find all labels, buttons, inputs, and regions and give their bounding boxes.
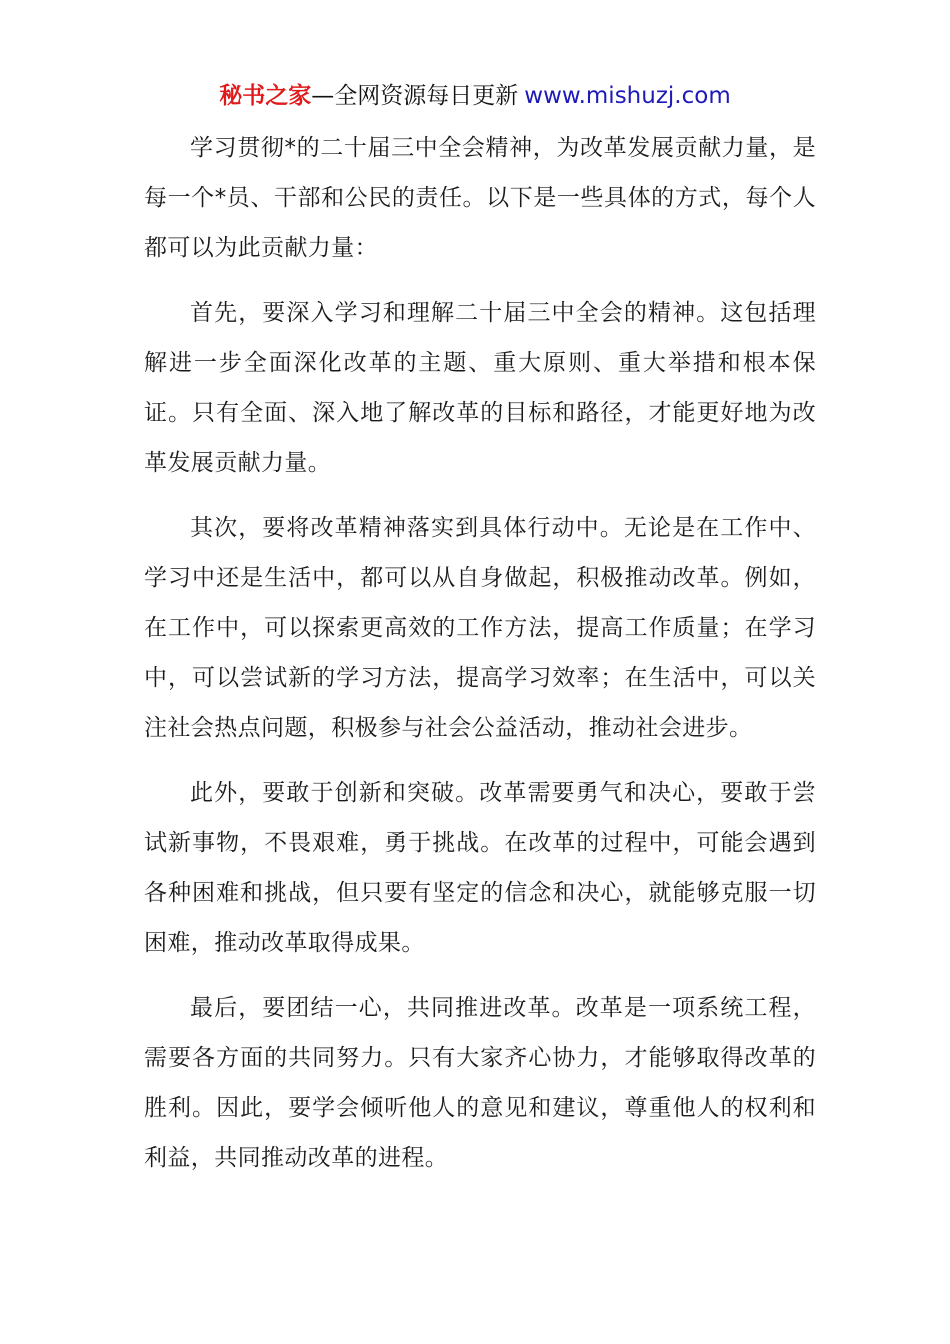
- document-body: [144, 123, 816, 1198]
- paragraph-first: 首先，要深入学习和理解二十届三中全会的精神。这包括理解进一步全面深化改革的主题、重大原则、重大举措和根本保证。只有全面、深入地了解改革的目标和路径，才能更好地为改革发展贡献力量。: [144, 300, 816, 476]
- website-link[interactable]: www.mishuzj.com: [524, 83, 731, 109]
- paragraph-last: 最后，要团结一心，共同推进改革。改革是一项系统工程，需要各方面的共同努力。只有大家齐心协力，才能够取得改革的胜利。因此，要学会倾听他人的意见和建议，尊重他人的权利和利益，共同推动改革的进程。: [144, 995, 816, 1171]
- brand-name: 秘书之家: [219, 83, 312, 109]
- paragraph-second: 其次，要将改革精神落实到具体行动中。无论是在工作中、学习中还是生活中，都可以从自身做起，积极推动改革。例如，在工作中，可以探索更高效的工作方法，提高工作质量；在学习中，可以尝试新的学习方法，提高学习效率；在生活中，可以关注社会热点问题，积极参与社会公益活动，推动社会进步。: [144, 515, 816, 741]
- paragraph-intro: 学习贯彻*的二十届三中全会精神，为改革发展贡献力量，是每一个*员、干部和公民的责任。以下是一些具体的方式，每个人都可以为此贡献力量：: [144, 135, 816, 261]
- header-tagline: —全网资源每日更新: [311, 83, 519, 109]
- page-header: [0, 80, 950, 112]
- paragraph-third: 此外，要敢于创新和突破。改革需要勇气和决心，要敢于尝试新事物，不畏艰难，勇于挑战。在改革的过程中，可能会遇到各种困难和挑战，但只要有坚定的信念和决心，就能够克服一切困难，推动改革取得成果。: [144, 780, 816, 956]
